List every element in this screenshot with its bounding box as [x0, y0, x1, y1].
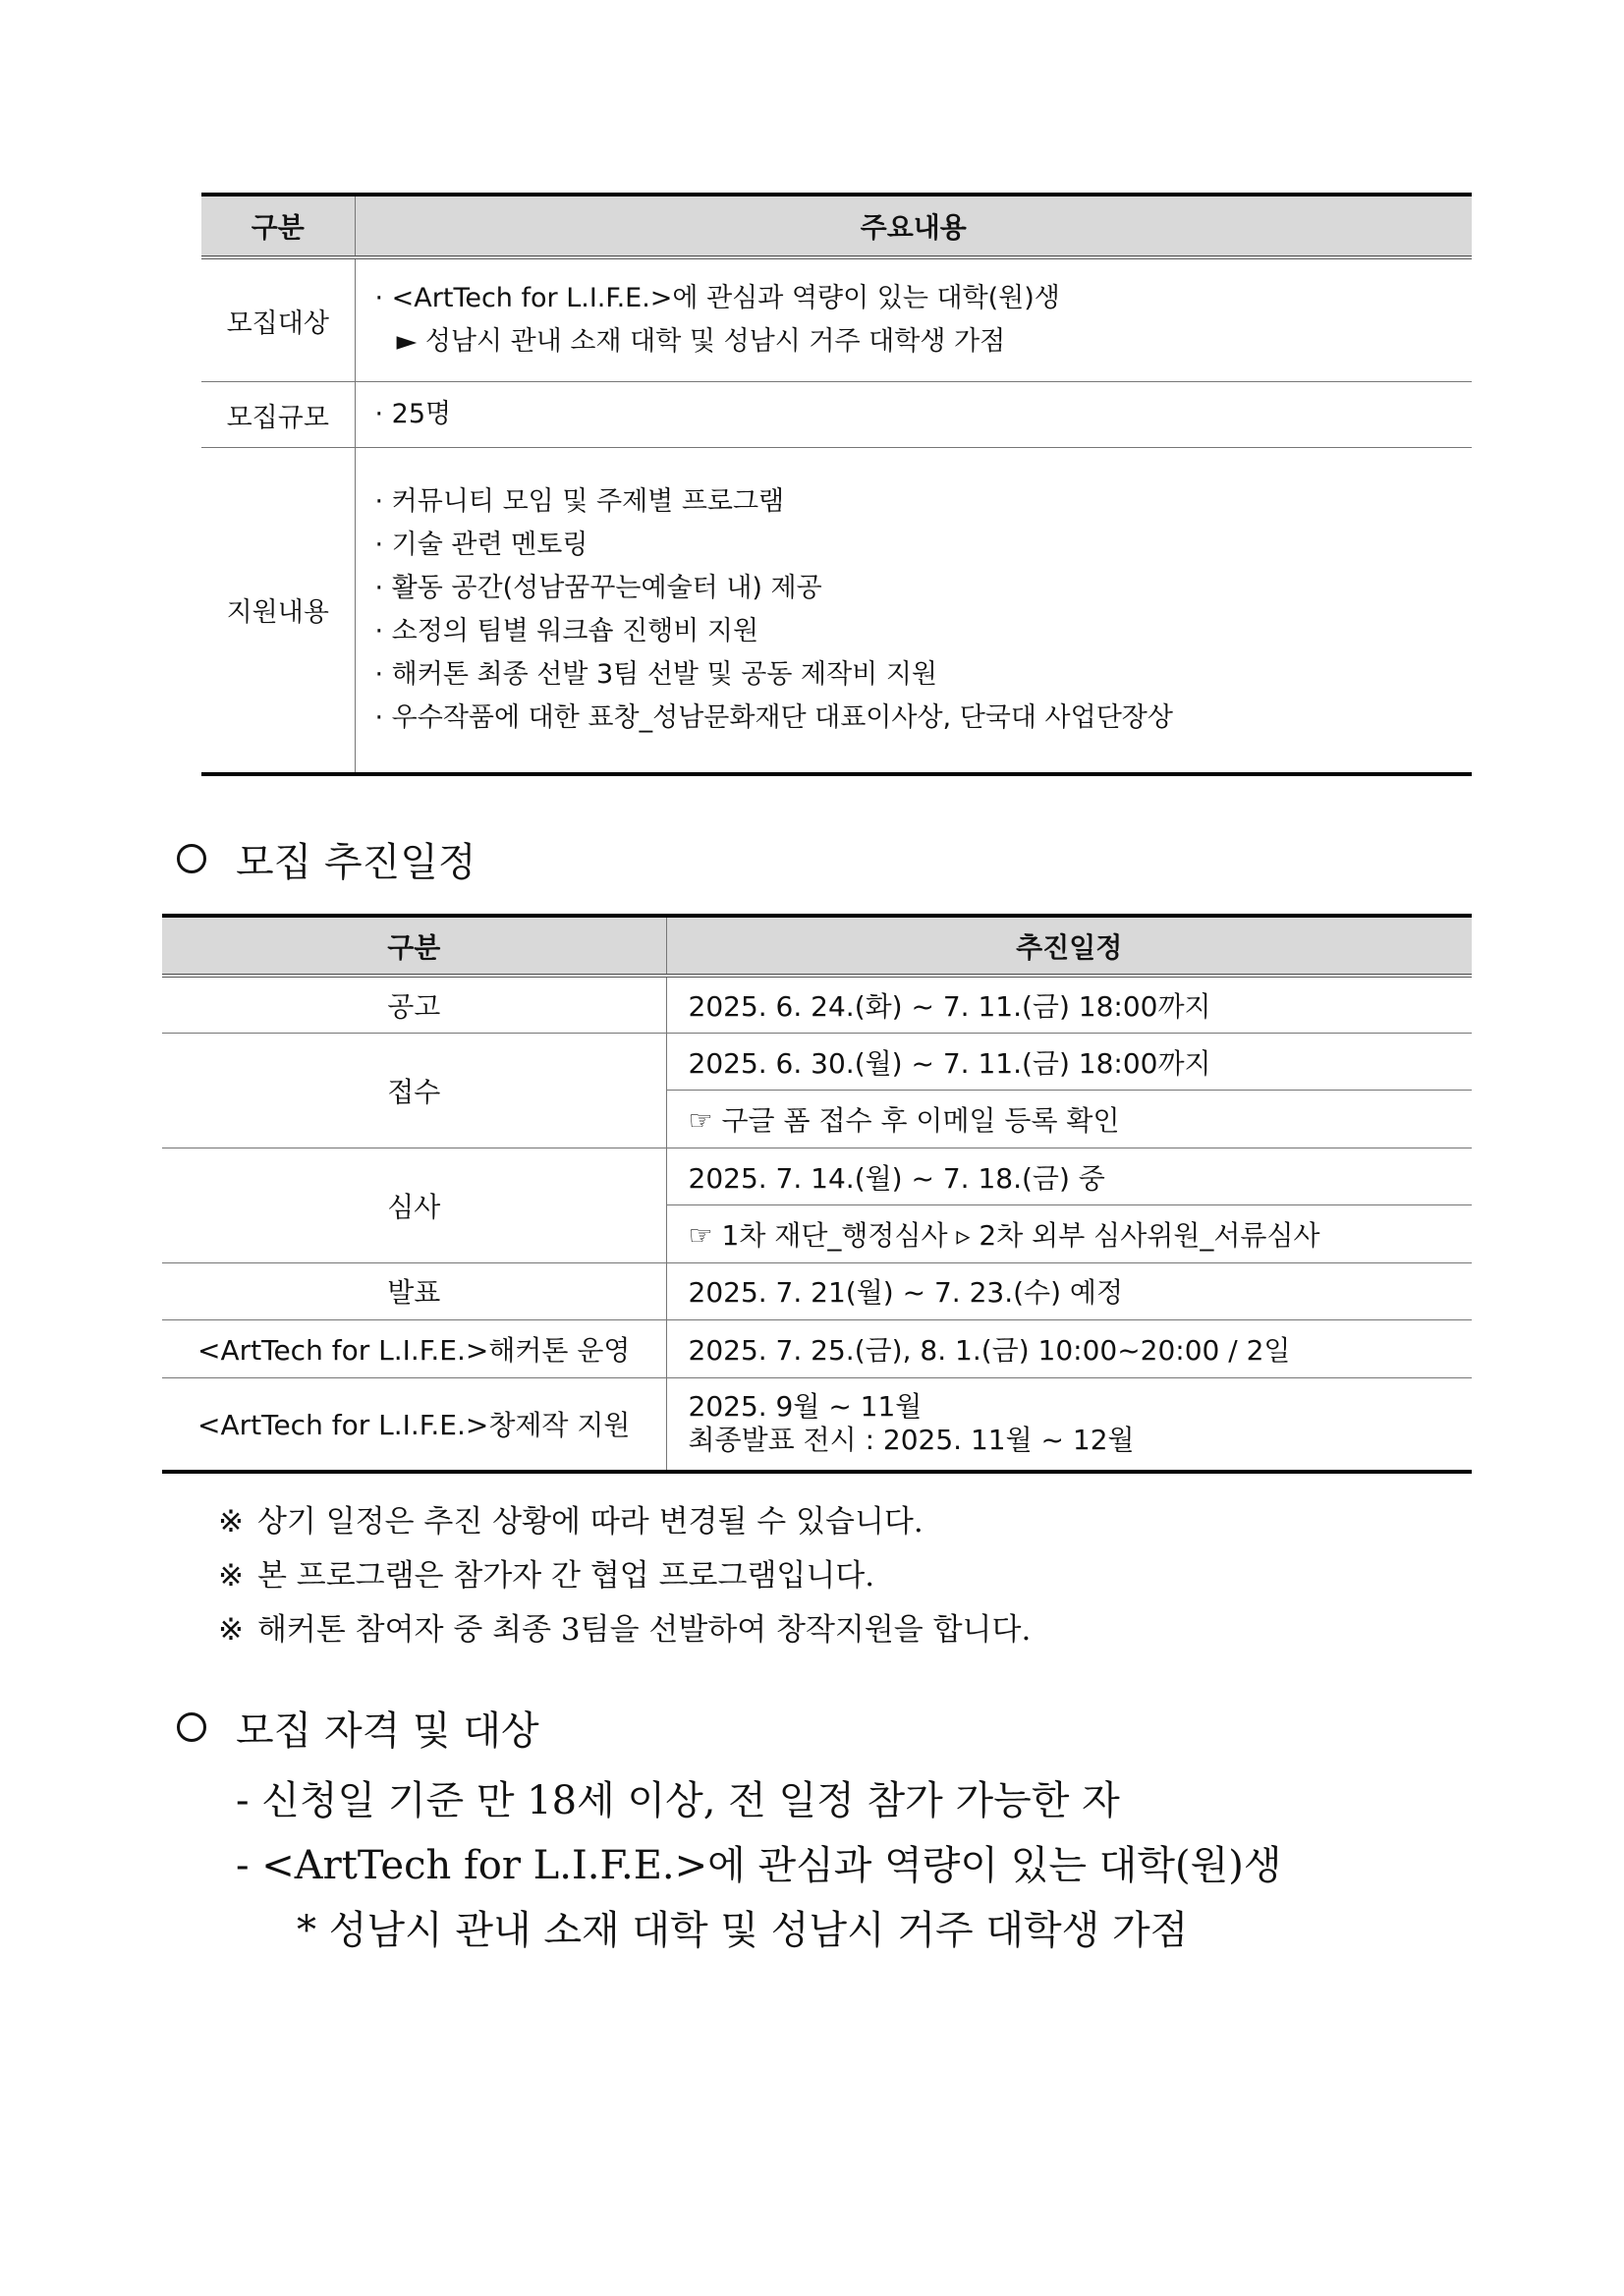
row-label: 접수 [162, 1033, 666, 1148]
row-label: <ArtTech for L.I.F.E.>해커톤 운영 [162, 1320, 666, 1377]
row-value-line: 2025. 9월 ~ 11월 [688, 1390, 923, 1424]
recruitment-overview-table [201, 193, 1472, 776]
schedule-table [162, 914, 1472, 1474]
note-text: 상기 일정은 추진 상황에 따라 변경될 수 있습니다. [256, 1504, 924, 1540]
support-line-1: · 커뮤니티 모임 및 주제별 프로그램 [374, 485, 785, 517]
section-title-schedule: 모집 추진일정 [236, 840, 476, 885]
table-row-target [201, 257, 1472, 382]
header-main-content: 주요내용 [355, 195, 1472, 257]
row-value: 2025. 7. 21(월) ~ 7. 23.(수) 예정 [688, 1276, 1123, 1310]
row-value: 2025. 6. 30.(월) ~ 7. 11.(금) 18:00까지 [688, 1046, 1211, 1080]
row-value [666, 1377, 1472, 1472]
table-row [162, 1377, 1472, 1472]
table-row [162, 976, 1472, 1033]
target-line-1: · <ArtTech for L.I.F.E.>에 관심과 역량이 있는 대학(원)생 [374, 283, 1060, 314]
row-value: 2025. 6. 24.(화) ~ 7. 11.(금) 18:00까지 [688, 989, 1211, 1023]
table-header-row [201, 195, 1472, 257]
section-heading-schedule [177, 840, 476, 885]
reference-mark-icon: ※ [218, 1558, 244, 1594]
scale-line-1: · 25명 [374, 399, 452, 430]
row-value: 2025. 7. 14.(월) ~ 7. 18.(금) 중 [688, 1161, 1105, 1195]
eligibility-subitem: * 성남시 관내 소재 대학 및 성남시 거주 대학생 가점 [297, 1908, 1189, 1953]
note-text: 해커톤 참여자 중 최종 3팀을 선발하여 창작지원을 합니다. [256, 1612, 1032, 1648]
row-label: 공고 [162, 976, 666, 1033]
row-value-note: ☞ 구글 폼 접수 후 이메일 등록 확인 [688, 1104, 1120, 1138]
section-heading-eligibility [177, 1708, 539, 1754]
row-label: 심사 [162, 1148, 666, 1262]
note-item [218, 1549, 1031, 1603]
row-content-support [355, 447, 1472, 774]
row-value-note: ☞ 1차 재단_행정심사 ▹ 2차 외부 심사위원_서류심사 [688, 1219, 1320, 1253]
support-line-6: · 우수작품에 대한 표창_성남문화재단 대표이사상, 단국대 사업단장상 [374, 701, 1173, 733]
row-label-support: 지원내용 [201, 447, 355, 774]
row-value-line: 최종발표 전시 : 2025. 11월 ~ 12월 [688, 1424, 1135, 1457]
row-value: 2025. 7. 25.(금), 8. 1.(금) 10:00~20:00 / 2일 [688, 1333, 1291, 1367]
target-line-2: ► 성남시 관내 소재 대학 및 성남시 거주 대학생 가점 [396, 326, 1006, 358]
reference-mark-icon: ※ [218, 1504, 244, 1540]
note-item [218, 1495, 1031, 1549]
row-content-scale [355, 382, 1472, 448]
support-line-5: · 해커톤 최종 선발 3팀 선발 및 공동 제작비 지원 [374, 658, 937, 690]
table-row-support [201, 447, 1472, 774]
support-line-2: · 기술 관련 멘토링 [374, 529, 588, 560]
table-header-row [162, 916, 1472, 976]
row-label-target: 모집대상 [201, 257, 355, 382]
table-row-scale [201, 382, 1472, 448]
row-label: 발표 [162, 1262, 666, 1319]
table-row [162, 1148, 1472, 1204]
section-title-eligibility: 모집 자격 및 대상 [236, 1708, 539, 1754]
row-label-scale: 모집규모 [201, 382, 355, 448]
row-content-target [355, 257, 1472, 382]
note-text: 본 프로그램은 참가자 간 협업 프로그램입니다. [256, 1558, 875, 1594]
header-category: 구분 [201, 195, 355, 257]
support-line-4: · 소정의 팀별 워크숍 진행비 지원 [374, 615, 759, 646]
table-row [162, 1262, 1472, 1319]
eligibility-list [236, 1768, 1282, 1963]
circle-bullet-icon [177, 844, 206, 873]
note-item [218, 1603, 1031, 1657]
table-row [162, 1320, 1472, 1377]
eligibility-item: - 신청일 기준 만 18세 이상, 전 일정 참가 가능한 자 [236, 1778, 1120, 1823]
eligibility-item: - <ArtTech for L.I.F.E.>에 관심과 역량이 있는 대학(원)생 [236, 1843, 1282, 1888]
circle-bullet-icon [177, 1712, 206, 1742]
header-category: 구분 [162, 916, 666, 976]
reference-mark-icon: ※ [218, 1612, 244, 1648]
header-schedule: 추진일정 [666, 916, 1472, 976]
schedule-notes [218, 1495, 1031, 1657]
support-line-3: · 활동 공간(성남꿈꾸는예술터 내) 제공 [374, 572, 822, 603]
row-label: <ArtTech for L.I.F.E.>창제작 지원 [162, 1377, 666, 1472]
table-row [162, 1033, 1472, 1090]
